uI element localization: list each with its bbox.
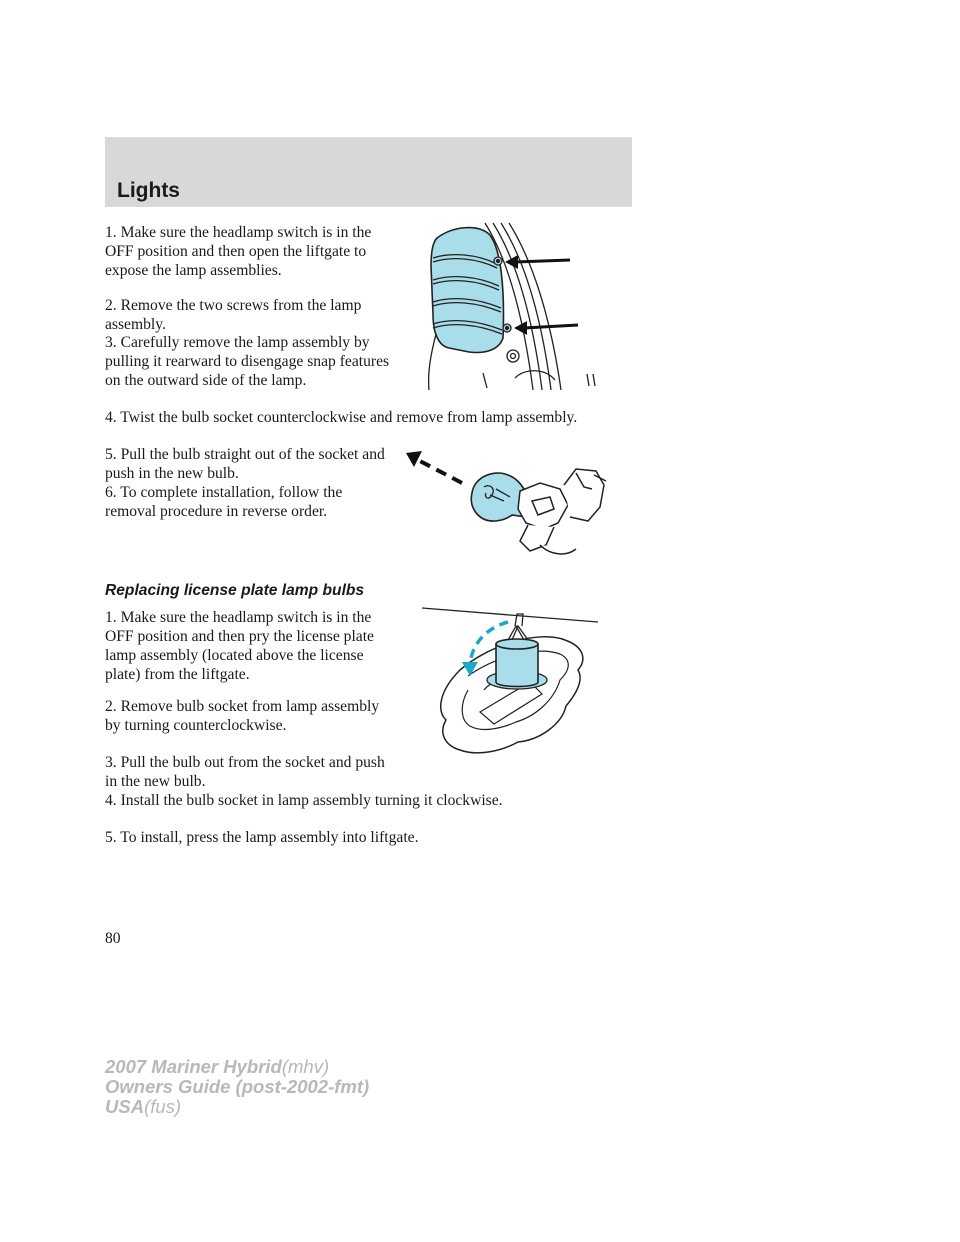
section-title: Lights xyxy=(117,179,180,202)
step-6-reinstall: 6. To complete installation, follow the removal procedure in reverse order. xyxy=(105,484,343,520)
step-2-remove-screws: 2. Remove the two screws from the lamp assembly. xyxy=(105,297,362,333)
arrow-icon xyxy=(505,255,578,335)
screw-upper xyxy=(494,257,502,265)
bulb-socket-illustration xyxy=(400,445,615,570)
socket xyxy=(496,644,538,687)
license-step-4-install-socket: 4. Install the bulb socket in lamp assembly turning it clockwise. xyxy=(105,792,503,809)
tail-lamp-lens xyxy=(431,228,503,353)
step-4-twist-socket: 4. Twist the bulb socket counterclockwise and remove from lamp assembly. xyxy=(105,409,578,426)
footer-market: USA xyxy=(105,1096,145,1117)
license-step-5-press-lamp: 5. To install, press the lamp assembly into liftgate. xyxy=(105,829,419,846)
page-number: 80 xyxy=(105,930,121,947)
document-footer xyxy=(105,1057,369,1117)
screw-lower xyxy=(503,324,511,332)
step-5-replace-bulb: 5. Pull the bulb straight out of the socket and push in the new bulb. xyxy=(105,446,385,482)
license-plate-lamp-heading: Replacing license plate lamp bulbs xyxy=(105,582,365,599)
license-plate-lamp-illustration xyxy=(420,600,605,780)
footer-model-code: (mhv) xyxy=(281,1056,330,1077)
step-3-remove-lamp: 3. Carefully remove the lamp assembly by pulling it rearward to disengage snap features on the outward side of the lamp. xyxy=(105,334,390,389)
license-step-1-pry-lamp: 1. Make sure the headlamp switch is in the OFF position and then pry the license plate lamp assembly (located above the license plate) from the liftgate. xyxy=(105,609,374,683)
footer-guide: Owners Guide (post-2002-fmt) xyxy=(105,1076,370,1097)
footer-market-code: (fus) xyxy=(144,1096,182,1117)
footer-model: 2007 Mariner Hybrid xyxy=(105,1056,282,1077)
license-step-2-remove-socket: 2. Remove bulb socket from lamp assembly by turning counterclockwise. xyxy=(105,698,380,734)
dashed-arrow-icon xyxy=(406,451,462,483)
tail-lamp-illustration xyxy=(415,218,605,390)
license-step-3-replace-bulb: 3. Pull the bulb out from the socket and push in the new bulb. xyxy=(105,754,385,790)
step-1-open-liftgate: 1. Make sure the headlamp switch is in the OFF position and then open the liftgate to expose the lamp assemblies. xyxy=(105,224,372,279)
section-header-band xyxy=(105,137,632,207)
